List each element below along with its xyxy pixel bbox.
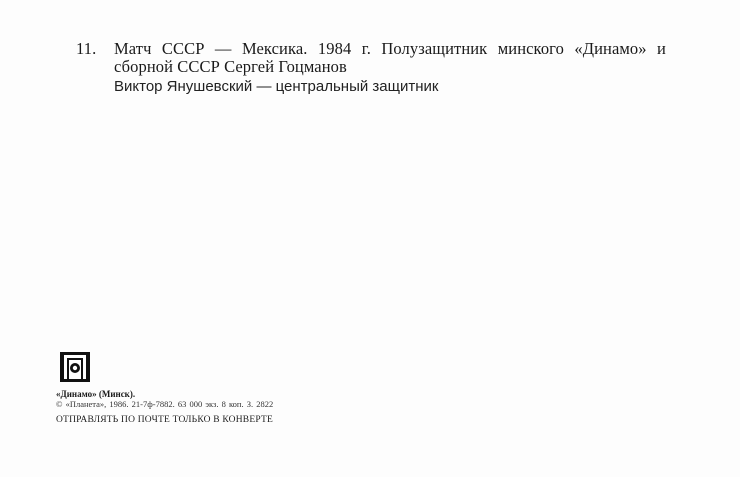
subcaption: Виктор Янушевский — центральный защитник [114,78,439,95]
mailing-notice: ОТПРАВЛЯТЬ ПО ПОЧТЕ ТОЛЬКО В КОНВЕРТЕ [56,415,273,425]
caption-number: 11. [76,39,97,58]
imprint-line: © «Планета», 1986. 21-7ф-7882. 63 000 экз. 8 коп. З. 2822 [56,399,274,409]
dinamo-publisher-logo-icon [60,352,90,382]
caption-text: Матч СССР — Мексика. 1984 г. Полузащитник минского «Динамо» и сборной СССР Сергей Гоцманов [114,39,666,76]
publisher-name: «Динамо» (Минск). [56,389,136,399]
photo-caption [76,40,666,76]
